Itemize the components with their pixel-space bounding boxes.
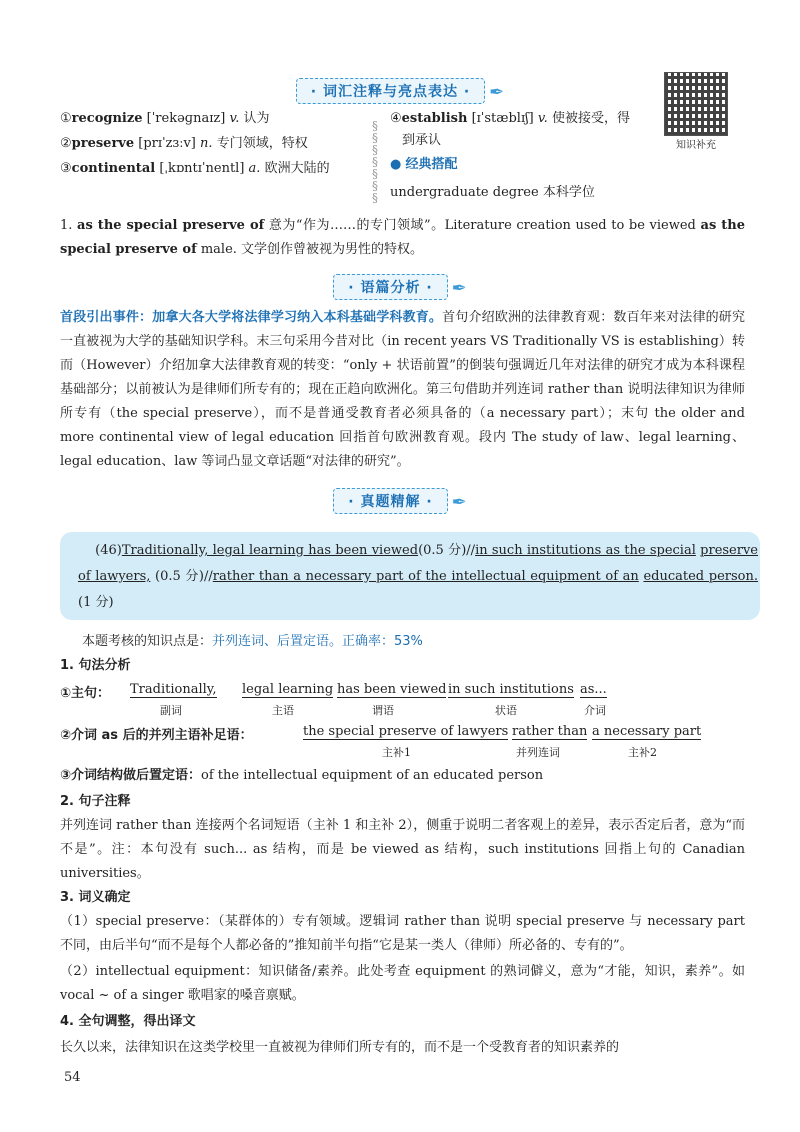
- qr-label: 知识补充: [676, 140, 716, 151]
- vocab-item: ④establish [ɪˈstæblɪʃ] v. 使被接受，得: [390, 111, 630, 126]
- feather-pen-icon: ✒: [451, 491, 467, 513]
- exam-sentence: (46)Traditionally, legal learning has been viewed(0.5 分)//in such institutions as the special preserve of lawyers, (0.5 分)//rather than a necessary part of the intellectual equipment of an educated person.(1 分): [78, 543, 759, 610]
- column-divider: § § § § § § §: [372, 119, 378, 205]
- analysis-section-title: · 语篇分析 · ✒: [0, 274, 800, 300]
- feather-pen-icon: ✒: [489, 81, 505, 103]
- collocation-text: undergraduate degree 本科学位: [390, 185, 595, 200]
- vocab-item: ②preserve [prɪˈzɜːv] n. 专门领域，特权: [60, 136, 308, 151]
- vocab-list-right: ④establish [ɪˈstæblɪʃ] v. 使被接受，得 到承认 ● 经典搭配 undergraduate degree 本科学位: [390, 108, 655, 204]
- heading-syntax: 1. 句法分析: [60, 658, 131, 673]
- knowledge-points: 本题考核的知识点是：并列连词、后置定语。正确率：53%: [82, 634, 423, 649]
- word-meaning-2: （2）intellectual equipment：知识储备/素养。此处考查 equipment 的熟词僻义，意为“才能，知识，素养”。如 vocal ~ of a singer 歌唱家的嗓音禀赋。: [60, 964, 745, 1003]
- grammar-row-1: ①主句： Traditionally, 副词 legal learning 主语 has been viewed 谓语 in such institutions 状语 as... 介词: [60, 682, 607, 717]
- grammar-row-2: ②介词 as 后的并列主语补足语： the special preserve of lawyers 主补1 rather than 并列连词 a necessary part 主补2: [60, 724, 702, 759]
- page-number: 54: [64, 1070, 81, 1085]
- heading-translation: 4. 全句调整，得出译文: [60, 1014, 196, 1029]
- grammar-row-3: ③介词结构做后置定语：of the intellectual equipment of an educated person: [60, 768, 544, 783]
- analysis-paragraph: 首段引出事件：加拿大各大学将法律学习纳入本科基础学科教育。首句介绍欧洲的法律教育观：数百年来对法律的研究一直被视为大学的基础知识学科。末三句采用今昔对比（in recent years VS Traditionally VS is establishing）转而（However）介绍加拿大法律教育观的转变：“only + 状语前置”的倒装句强调近几年对法律的研究才成为本科课程基础部分；以前被认为是律师们所专有的；现在正趋向欧洲化。第三句借助并列连词 rather than 说明法律知识为律师所专有（the special preserve），而不是普通受教育者必须具备的（a necessary part）；末句 the older and more continental view of legal education 回指首句欧洲教育观。段内 The study of law、legal learning、legal education、law 等词凸显文章话题“对法律的研究”。: [60, 310, 745, 469]
- vocab-section-title: · 词汇注释与亮点表达 · ✒: [0, 78, 800, 104]
- sentence-notes-paragraph: 并列连词 rather than 连接两个名词短语（主补 1 和主补 2），侧重于说明二者客观上的差异，表示否定后者，意为“而不是”。注：本句没有 such... as 结构，而是 be viewed as 结构，such institutions 回指上句的 Canadian universities。: [60, 818, 745, 881]
- collocation-heading: ● 经典搭配: [390, 157, 458, 172]
- heading-word-meaning: 3. 词义确定: [60, 890, 131, 905]
- qr-code[interactable]: [664, 72, 728, 136]
- exam-section-title: · 真题精解 · ✒: [0, 488, 800, 514]
- vocab-item: ①recognize [ˈrekəɡnaɪz] v. 认为: [60, 111, 270, 126]
- vocab-item: ③continental [ˌkɒntɪˈnentl] a. 欧洲大陆的: [60, 161, 330, 176]
- note-paragraph: 1. as the special preserve of 意为“作为……的专门领域”。Literature creation used to be viewed as the special preserve of male. 文学创作曾被视为男性的特权。: [60, 218, 746, 257]
- translation-paragraph: 长久以来，法律知识在这类学校里一直被视为律师们所专有的，而不是一个受教育者的知识素养的: [60, 1040, 620, 1055]
- vocab-list-left: [60, 106, 370, 181]
- word-meaning-1: （1）special preserve：（某群体的）专有领域。逻辑词 rather than 说明 special preserve 与 necessary part 不同，由后半句“而不是每个人都必备的”推知前半句指“它是某一类人（律师）所必备的、专有的”。: [60, 914, 745, 953]
- heading-sentence-notes: 2. 句子注释: [60, 794, 131, 809]
- bullet-icon: ●: [390, 157, 402, 172]
- feather-pen-icon: ✒: [451, 277, 467, 299]
